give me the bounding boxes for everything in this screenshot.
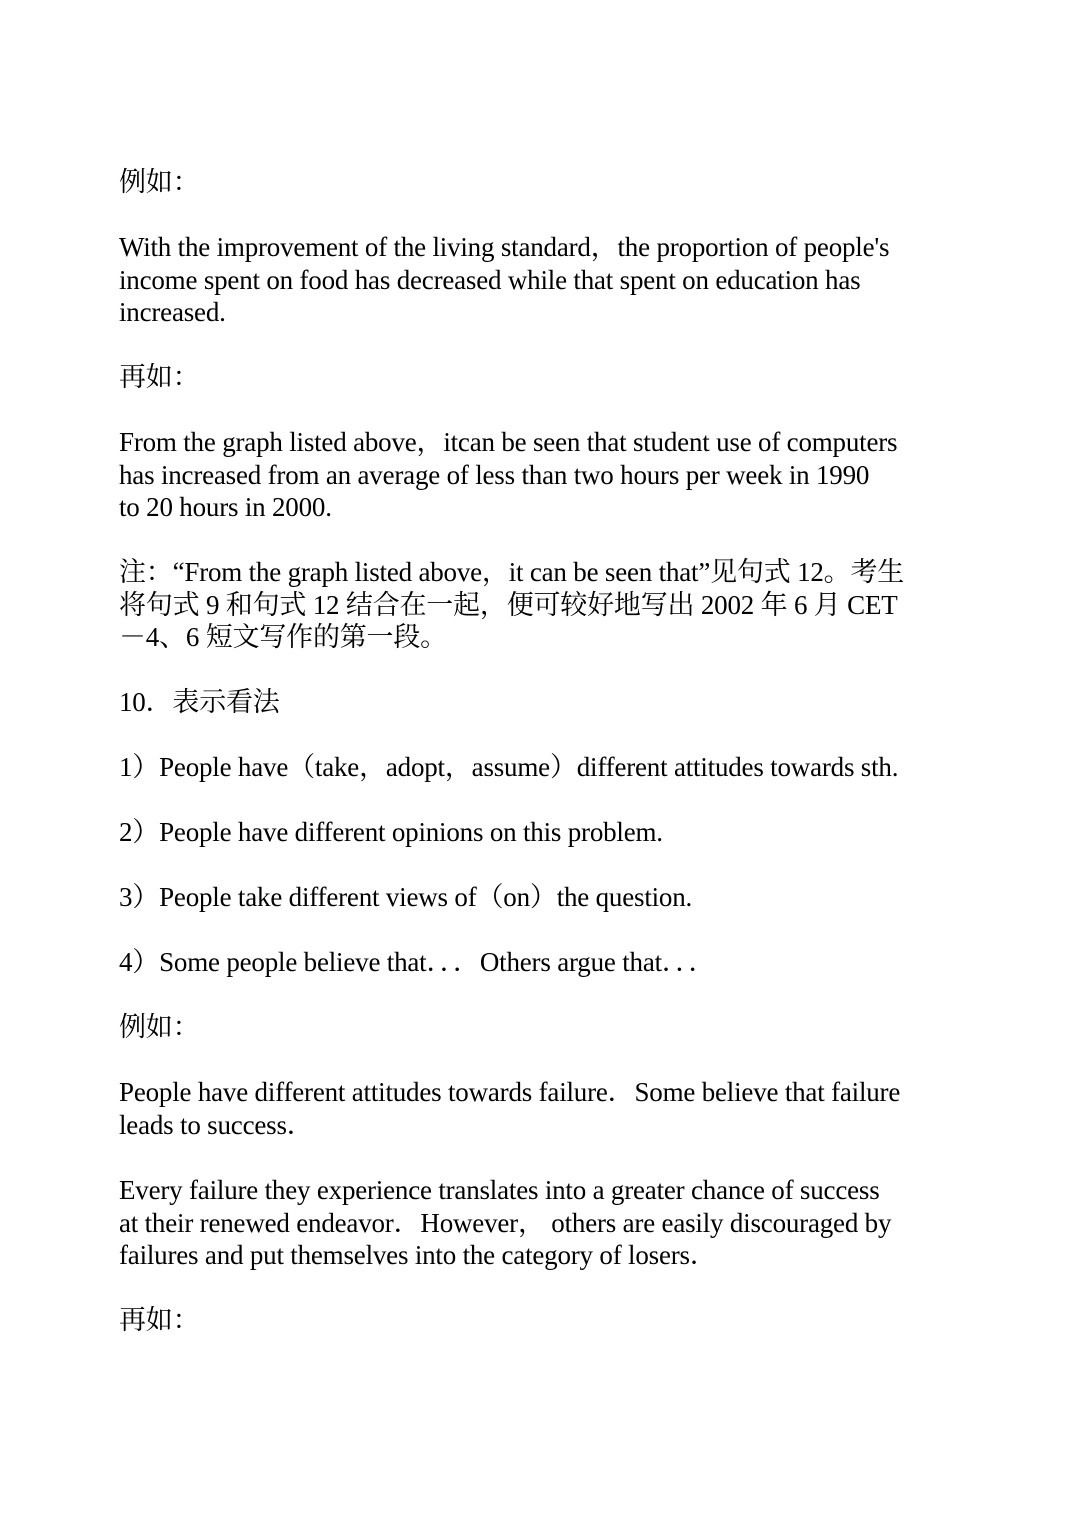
text-line: From the graph listed above，itcan be seen that student use of computers (119, 427, 898, 457)
another-example-label-2 (119, 1304, 979, 1337)
text-line: －4、6 短文写作的第一段。 (119, 622, 447, 652)
text-line: leads to success． (119, 1109, 314, 1140)
another-example-label (119, 361, 979, 394)
text-line: 2）People have different opinions on this problem. (119, 817, 663, 847)
example-paragraph-success (119, 1174, 979, 1272)
text-line: 10．表示看法 (119, 687, 280, 717)
text-line: 例如： (119, 167, 200, 197)
text-line: to 20 hours in 2000. (119, 492, 332, 522)
text-line: 4）Some people believe that．．．Others argue that．．． (119, 947, 716, 977)
list-item-3 (119, 881, 979, 914)
list-item-4 (119, 946, 979, 979)
text-line: 例如： (119, 1012, 200, 1042)
text-line: increased. (119, 297, 226, 327)
list-item-2 (119, 816, 979, 849)
text-line: Every failure they experience translates into a greater chance of success (119, 1175, 880, 1205)
text-line: 注：“From the graph listed above，it can be seen that”见句式 12。考生 (119, 557, 905, 587)
example-label (119, 166, 979, 199)
text-line: With the improvement of the living standard，the proportion of people's (119, 232, 890, 262)
example-label-2 (119, 1011, 979, 1044)
text-line: People have different attitudes towards failure．Some believe that failure (119, 1077, 901, 1107)
note-paragraph (119, 556, 979, 654)
example-paragraph-living-standard (119, 231, 979, 329)
text-line: failures and put themselves into the category of losers． (119, 1240, 717, 1270)
list-item-1 (119, 751, 979, 784)
text-line: 再如： (119, 1305, 200, 1335)
text-line: at their renewed endeavor．However， others are easily discouraged by (119, 1207, 892, 1238)
text-line: 1）People have（take，adopt，assume）different attitudes towards sth. (119, 752, 899, 782)
section-heading (119, 686, 979, 719)
text-line: 3）People take different views of（on）the question. (119, 882, 693, 912)
example-paragraph-computers (119, 426, 979, 524)
example-paragraph-failure (119, 1076, 979, 1141)
text-line: 再如： (119, 362, 200, 392)
text-line: income spent on food has decreased while that spent on education has (119, 264, 861, 295)
text-line: 将句式 9 和句式 12 结合在一起，便可较好地写出 2002 年 6 月 CET (119, 589, 898, 620)
text-line: has increased from an average of less than two hours per week in 1990 (119, 459, 870, 490)
